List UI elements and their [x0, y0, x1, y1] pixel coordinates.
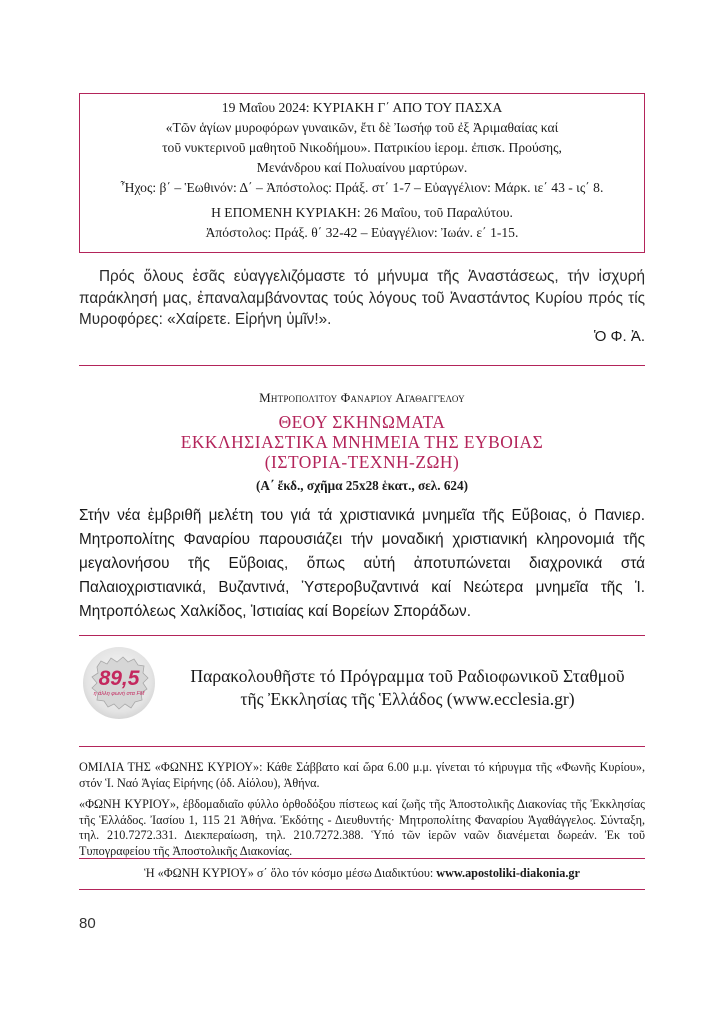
radio-line: τῆς Ἐκκλησίας τῆς Ἑλλάδος (www.ecclesia.gr): [240, 689, 575, 709]
section-divider: [79, 858, 645, 859]
book-details: (Α΄ ἔκδ., σχῆμα 25x28 ἑκατ., σελ. 624): [255, 478, 469, 493]
calendar-date-heading: 19 Μαΐου 2024: ΚΥΡΙΑΚΗ Γ΄ ΑΠΟ ΤΟΥ ΠΑΣΧΑ: [221, 100, 503, 115]
radio-slogan: η άλλη φωνή στα FM: [93, 691, 145, 697]
book-title-line: (ΙΣΤΟΡΙΑ-ΤΕΧΝΗ-ΖΩΗ): [264, 452, 460, 472]
book-description: Στήν νέα ἐμβριθῆ μελέτη του γιά τά χριστιανικά μνημεῖα τῆς Εὔβοιας, ὁ Πανιερ. Μητροπολίτης Φαναρίου παρουσιάζει τήν μοναδική χριστιανική κληρονομιά τῆς μεγαλονήσου τῆς Εὔβοιας, ὅπως αὐτή ἀποτυπώνεται διαχρονικά στά Παλαιοχριστιανικά, Βυζαντινά, Ὑστεροβυζαντινά καί Νεώτερα μνημεῖα τῆς Ἱ. Μητροπόλεως Χαλκίδος, Ἰστιαίας καί Βορείων Σποράδων.: [79, 507, 645, 620]
next-sunday-readings: Ἀπόστολος: Πράξ. θ΄ 32-42 – Εὐαγγέλιον: Ἰωάν. ε΄ 1-15.: [205, 225, 519, 240]
section-divider: [79, 889, 645, 890]
website-link[interactable]: www.apostoliki-diakonia.gr: [436, 866, 580, 880]
section-divider: [79, 635, 645, 636]
radio-logo-icon: [83, 647, 155, 719]
calendar-feast-line: Μενάνδρου καί Πολυαίνου μαρτύρων.: [256, 160, 468, 175]
calendar-feast-line: «Τῶν ἁγίων μυροφόρων γυναικῶν, ἔτι δὲ Ἰωσήφ τοῦ ἐξ Ἀριμαθαίας καί: [165, 120, 559, 135]
easter-greeting: [79, 266, 645, 331]
homily-notice: ΟΜΙΛΙΑ ΤΗΣ «ΦΩΝΗΣ ΚΥΡΙΟΥ»: Κάθε Σάββατο καί ὥρα 6.00 μ.μ. γίνεται τό κήρυγμα τῆς «Φωνῆς Κυρίου», στόν Ἱ. Ναό Ἁγίας Εἰρήνης (ὁδ. Αἰόλου), Ἀθήνα.: [79, 760, 645, 790]
book-author: Μητροπολίτου Φαναρίου Αγαθαγγέλου: [259, 390, 465, 405]
greeting-text: Πρός ὅλους ἐσᾶς εὐαγγελιζόμαστε τό μήνυμα τῆς Ἀναστάσεως, τήν ἰσχυρή παράκλησή μας, ἐπαναλαμβάνοντας τούς λόγους τοῦ Ἀναστάντος Κυρίου πρός τίς Μυροφόρες: «Χαίρετε. Εἰρήνη ὑμῖν!».: [79, 268, 645, 328]
publisher-notice: «ΦΩΝΗ ΚΥΡΙΟΥ», ἑβδομαδιαῖο φύλλο ὀρθοδόξου πίστεως καί ζωῆς τῆς Ἀποστολικῆς Διακονίας τῆς Ἐκκλησίας τῆς Ἑλλάδος. Ἰασίου 1, 115 21 Ἀθήνα. Ἐκδότης - Διευθυντής· Μητροπολίτης Φαναρίου Ἀγαθάγγελος. Σύνταξη, τηλ. 210.7272.331. Διεκπεραίωση, τηλ. 210.7272.388. Ὑπό τῶν ἱερῶν ναῶν διανέμεται δωρεάν. Ἐκ τοῦ Τυπογραφείου τῆς Ἀποστολικῆς Διακονίας.: [79, 797, 645, 858]
calendar-box: [79, 93, 645, 253]
book-title: [79, 412, 645, 472]
calendar-readings: Ἦχος: β΄ – Ἑωθινόν: Δ΄ – Ἀπόστολος: Πράξ. στ΄ 1-7 – Εὐαγγέλιον: Μάρκ. ιε΄ 43 - ις΄ 8.: [120, 180, 604, 195]
radio-program-text: [170, 665, 645, 711]
next-sunday-heading: Η ΕΠΟΜΕΝΗ ΚΥΡΙΑΚΗ: 26 Μαΐου, τοῦ Παραλύτου.: [211, 205, 513, 220]
book-title-line: ΕΚΚΛΗΣΙΑΣΤΙΚΑ ΜΝΗΜΕΙΑ ΤΗΣ ΕΥΒΟΙΑΣ: [180, 432, 544, 452]
section-divider: [79, 365, 645, 366]
greeting-signature: Ὁ Φ. Ἀ.: [593, 328, 645, 345]
radio-line: Παρακολουθῆστε τό Πρόγραμμα τοῦ Ραδιοφωνικοῦ Σταθμοῦ: [190, 666, 625, 686]
book-title-line: ΘΕΟΥ ΣΚΗΝΩΜΑΤΑ: [278, 412, 446, 432]
page-number: 80: [79, 915, 96, 932]
calendar-feast-line: τοῦ νυκτερινοῦ μαθητοῦ Νικοδήμου». Πατρικίου ἱερομ. ἐπισκ. Προύσης,: [162, 140, 562, 155]
radio-station-logo: [83, 647, 155, 719]
online-prefix: Ἡ «ΦΩΝΗ ΚΥΡΙΟΥ» σ΄ ὅλο τόν κόσμο μέσω Διαδικτύου:: [144, 866, 434, 880]
section-divider: [79, 746, 645, 747]
radio-frequency: 89,5: [98, 667, 140, 690]
online-notice: [79, 866, 645, 881]
